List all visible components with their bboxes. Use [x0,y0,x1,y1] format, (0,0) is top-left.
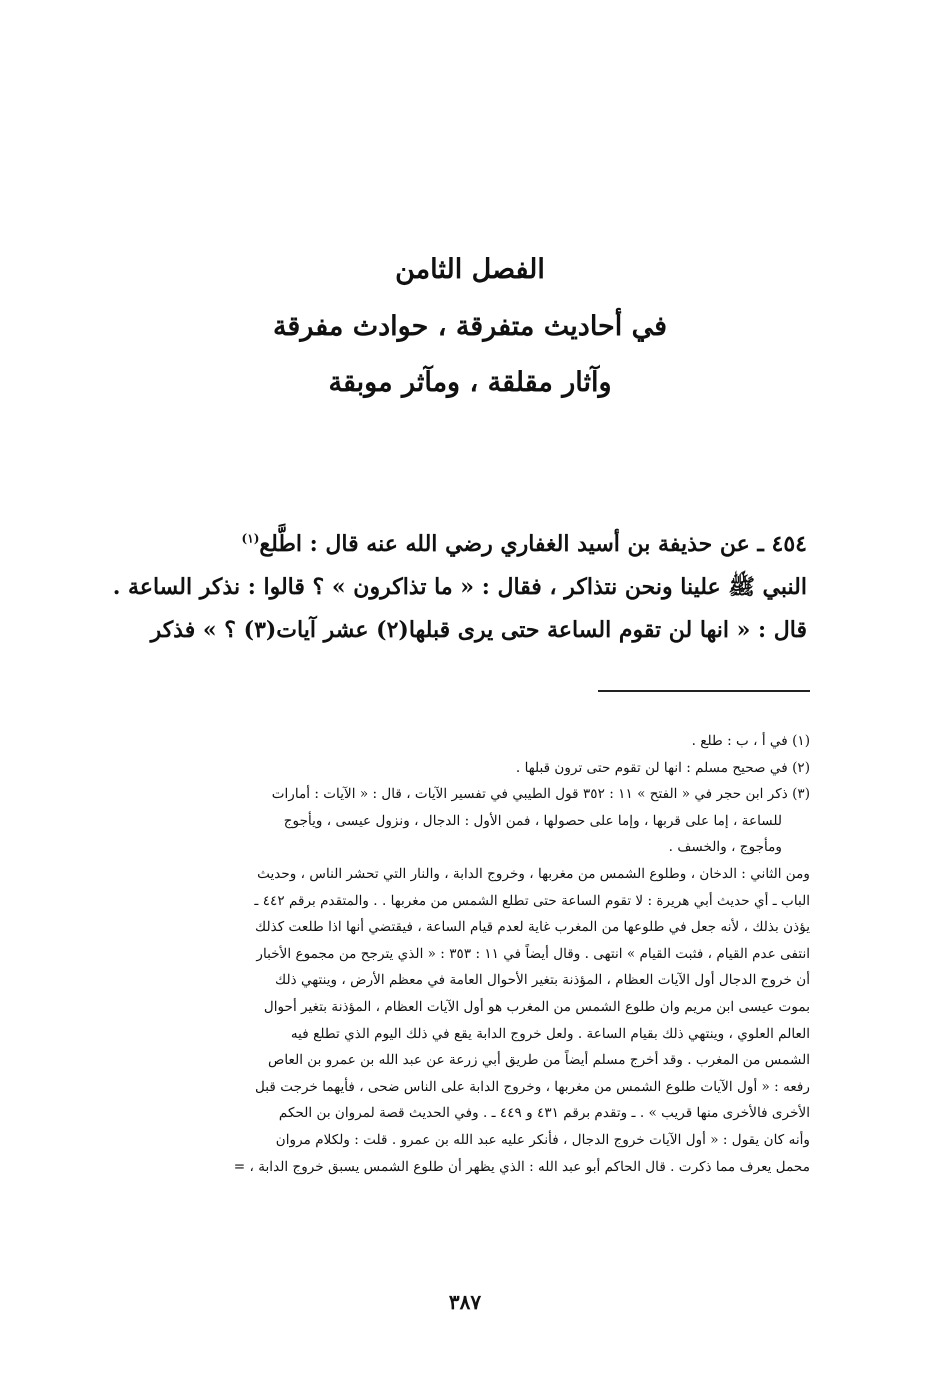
footnote-line: وأنه كان يقول : « أول الآيات خروج الدجال ، فأنكر عليه عبد الله بن عمرو . قلت : ولكلام مروان [275,1131,810,1148]
footnote-line: محمل يعرف مما ذكرت . قال الحاكم أبو عبد الله : الذي يظهر أن طلوع الشمس يسبق خروج الدابة ، = [233,1158,810,1175]
footnote-line: الباب ـ أي حديث أبي هريرة : لا تقوم الساعة حتى تطلع الشمس من مغربها . . والمتقدم برقم ٤٤٢ ـ [254,892,810,909]
hadith-line [112,566,807,609]
hadith-text [112,523,807,652]
footnote-line: العالم العلوي ، وينتهي ذلك بقيام الساعة . ولعل خروج الدابة يقع في ذلك اليوم الذي تطلع فيه [290,1025,810,1042]
footnote-divider [598,690,810,692]
footnote-line: (٢) في صحيح مسلم : انها لن تقوم حتى ترون قبلها . [515,759,810,776]
page-number: ٣٨٧ [448,1290,482,1314]
footnote-line: بموت عيسى ابن مريم وان طلوع الشمس من المغرب هو أول الآيات العظام ، المؤذنة بتغير أحوال [263,998,810,1015]
footnote-line: الشمس من المغرب . وقد أخرج مسلم أيضاً من طريق أبي زرعة عن عبد الله بن عمرو بن العاص [267,1052,810,1069]
footnote-line: (٣) ذكر ابن حجر في « الفتح » ١١ : ٣٥٢ قول الطيبي في تفسير الآيات ، قال : « الآيات : أمارات [271,786,810,803]
footnote-line: للساعة ، إما على قربها ، وإما على حصولها ، فمن الأول : الدجال ، ونزول عيسى ، ويأجوج [283,812,782,829]
chapter-subtitle-1: في أحاديث متفرقة ، حوادث مفرقة [272,311,668,342]
footnote-line: رفعه : « أول الآيات طلوع الشمس من مغربها ، وخروج الدابة على الناس ضحى ، فأيهما خرجت قبل [255,1078,810,1095]
footnote-marker: (١) [241,531,260,546]
hadith-line [125,609,807,652]
footnote-line: الأخرى فالأخرى منها قريب » . ـ وتقدم برقم ٤٣١ و ٤٤٩ ـ . وفي الحديث قصة لمروان بن الحكم [278,1105,810,1122]
chapter-heading [120,250,820,408]
footnote-line: (١) في أ ، ب : طلع . [691,733,810,749]
footnote-line: يؤذن بذلك ، لأنه جعل في طلوعها من المغرب غاية لعدم قيام الساعة ، فيقتضي أنها اذا طلعت كذلك [255,919,810,936]
footnote-line: ومن الثاني : الدخان ، وطلوع الشمس من مغربها ، وخروج الدابة ، والنار التي تحشر الناس ، وحديث [257,865,810,882]
hadith-line [125,523,807,566]
chapter-subtitle-2: وآثار مقلقة ، ومآثر موبقة [328,367,612,398]
hadith-line-text: ٤٥٤ ـ عن حذيفة بن أسيد الغفاري رضي الله عنه قال : اطَّلع [259,531,807,557]
chapter-title: الفصل الثامن [395,254,545,285]
hadith-line-text: قال : « انها لن تقوم الساعة حتى يرى قبلها(٢) عشر آيات(٣) ؟ » فذكر [150,617,807,643]
footnotes [125,728,810,1180]
footnote-line: انتفى عدم القيام ، فثبت القيام » انتهى . وقال أيضاً في ١١ : ٣٥٣ : « الذي يترجح من مجموع الأخبار [256,945,810,962]
footnote-line: ومأجوج ، والخسف . [668,839,782,856]
hadith-line-text: النبي ﷺ علينا ونحن نتذاكر ، فقال : « ما تذاكرون » ؟ قالوا : نذكر الساعة . [112,574,807,600]
footnote-line: أن خروج الدجال أول الآيات العظام ، المؤذنة بتغير الأحوال العامة في معظم الأرض ، وينتهي ذلك [274,972,810,989]
